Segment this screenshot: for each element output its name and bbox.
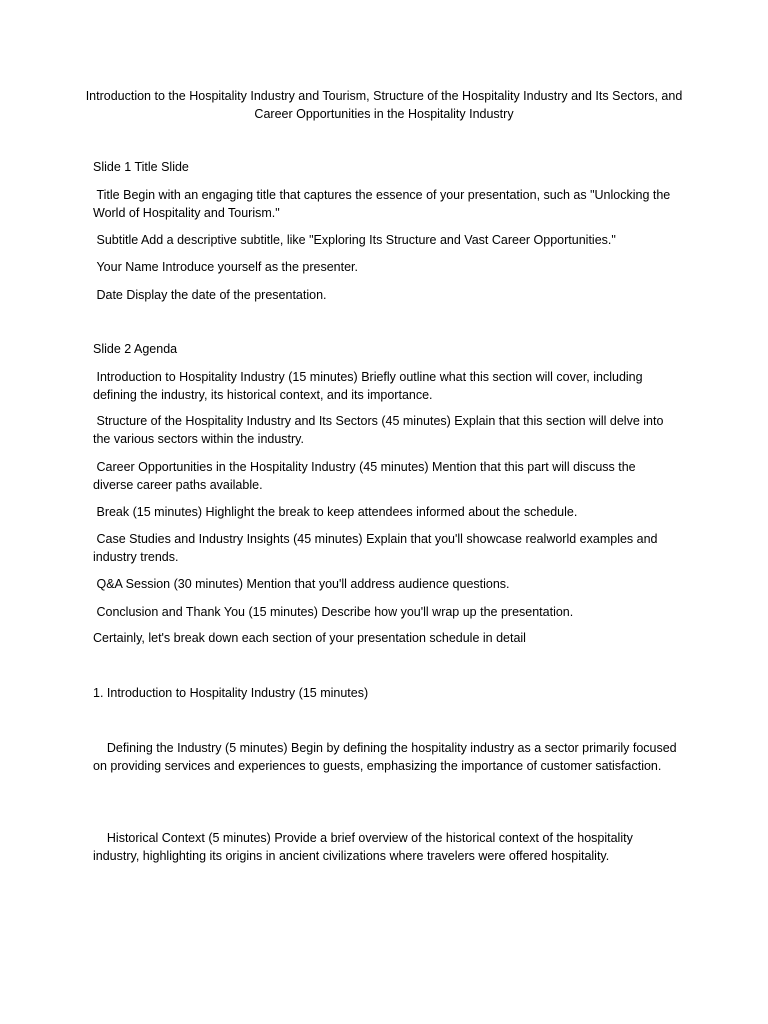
- section1-heading: 1. Introduction to Hospitality Industry (15 minutes): [93, 686, 369, 700]
- agenda-item: Conclusion and Thank You (15 minutes) Describe how you'll wrap up the presentation.: [93, 605, 574, 619]
- agenda-item: Case Studies and Industry Insights (45 minutes) Explain that you'll showcase realworld examples and industry trends.: [93, 532, 661, 564]
- slide2-heading: Slide 2 Agenda: [93, 342, 178, 356]
- section1-paragraph: Defining the Industry (5 minutes) Begin by defining the hospitality industry as a sector primarily focused on providing services and experiences to guests, emphasizing the importance of customer satisfaction.: [93, 741, 681, 773]
- slide1-heading: Slide 1 Title Slide: [93, 160, 189, 174]
- agenda-item: Break (15 minutes) Highlight the break to keep attendees informed about the schedule.: [93, 505, 578, 519]
- agenda-closing: Certainly, let's break down each section of your presentation schedule in detail: [93, 631, 526, 645]
- agenda-item: Career Opportunities in the Hospitality Industry (45 minutes) Mention that this part will discuss the diverse career paths available.: [93, 460, 640, 492]
- agenda-item: Structure of the Hospitality Industry and Its Sectors (45 minutes) Explain that this section will delve into the various sectors within the industry.: [93, 414, 667, 446]
- section1-paragraph: Historical Context (5 minutes) Provide a brief overview of the historical context of the hospitality industry, highlighting its origins in ancient civilizations where travelers were offered hospitality.: [93, 831, 637, 863]
- document-title: Introduction to the Hospitality Industry and Tourism, Structure of the Hospitality Industry and Its Sectors, and Career Opportunities in the Hospitality Industry: [85, 89, 683, 121]
- slide1-item-date: Date Display the date of the presentation.: [93, 288, 327, 302]
- agenda-item: Introduction to Hospitality Industry (15 minutes) Briefly outline what this section will cover, including defining the industry, its historical context, and its importance.: [93, 370, 647, 402]
- agenda-item: Q&A Session (30 minutes) Mention that you'll address audience questions.: [93, 577, 510, 591]
- slide1-item-title: Title Begin with an engaging title that captures the essence of your presentation, such as "Unlocking the World of Hospitality and Tourism.": [93, 188, 674, 220]
- slide1-item-subtitle: Subtitle Add a descriptive subtitle, like "Exploring Its Structure and Vast Career Opportunities.": [93, 233, 616, 247]
- slide1-item-name: Your Name Introduce yourself as the presenter.: [93, 260, 358, 274]
